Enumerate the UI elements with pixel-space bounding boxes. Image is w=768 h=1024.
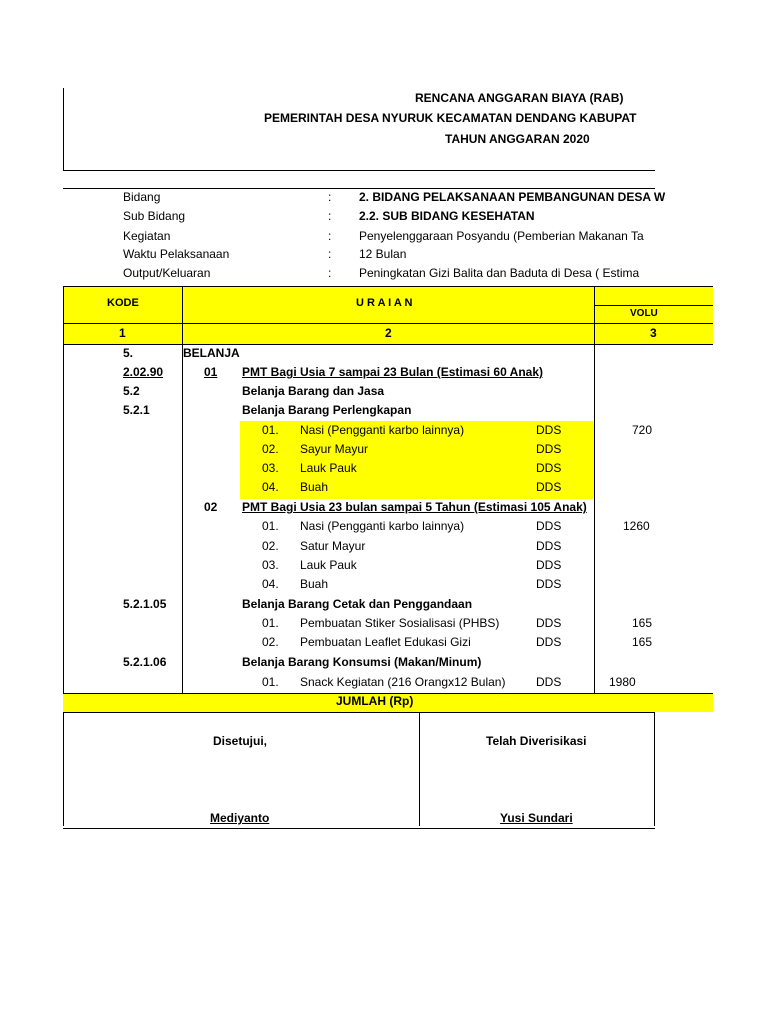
row-no: 04. xyxy=(262,577,279,591)
row-kode: 2.02.90 xyxy=(123,365,164,379)
column-header-uraian: U R A I A N xyxy=(356,297,413,309)
row-text: Belanja Barang Perlengkapan xyxy=(242,403,412,417)
row-text: Lauk Pauk xyxy=(300,461,357,475)
info-sep: : xyxy=(328,266,332,280)
row-source: DDS xyxy=(536,675,562,689)
row-volume: 1980 xyxy=(609,675,636,689)
info-value-sub-bidang: 2.2. SUB BIDANG KESEHATAN xyxy=(359,209,535,223)
signature-right-name: Yusi Sundari xyxy=(500,811,573,825)
row-volume: 165 xyxy=(632,616,653,630)
row-source: DDS xyxy=(536,423,562,437)
signature-left-name: Mediyanto xyxy=(210,811,270,825)
row-kode: 5.2.1.05 xyxy=(123,597,167,611)
row-source: DDS xyxy=(536,442,562,456)
title-rab: RENCANA ANGGARAN BIAYA (RAB) xyxy=(415,91,624,105)
info-label-waktu: Waktu Pelaksanaan xyxy=(123,247,230,261)
row-text: Pembuatan Stiker Sosialisasi (PHBS) xyxy=(300,616,500,630)
column-number-2: 2 xyxy=(385,326,392,340)
title-tahun: TAHUN ANGGARAN 2020 xyxy=(445,132,590,146)
row-kode: 5.2.1 xyxy=(123,403,150,417)
row-no: 02. xyxy=(262,539,279,553)
row-no: 01. xyxy=(262,675,279,689)
row-no: 03. xyxy=(262,461,279,475)
row-no: 04. xyxy=(262,480,279,494)
info-label-output: Output/Keluaran xyxy=(123,266,211,280)
column-number-3: 3 xyxy=(650,326,657,340)
signature-right-title: Telah Diverisikasi xyxy=(486,734,587,748)
total-label: JUMLAH (Rp) xyxy=(336,694,414,708)
row-source: DDS xyxy=(536,539,562,553)
row-text: PMT Bagi Usia 7 sampai 23 Bulan (Estimasi 60 Anak) xyxy=(242,365,543,379)
column-header-kode: KODE xyxy=(107,297,139,309)
info-value-bidang: 2. BIDANG PELAKSANAAN PEMBANGUNAN DESA W xyxy=(359,190,666,204)
row-kode: 5.2.1.06 xyxy=(123,655,167,669)
info-label-kegiatan: Kegiatan xyxy=(123,229,171,243)
row-text: Lauk Pauk xyxy=(300,558,357,572)
row-text: Snack Kegiatan (216 Orangx12 Bulan) xyxy=(300,675,506,689)
row-source: DDS xyxy=(536,635,562,649)
row-text: Belanja Barang Konsumsi (Makan/Minum) xyxy=(242,655,482,669)
row-text: Buah xyxy=(300,577,329,591)
row-text: Buah xyxy=(300,480,329,494)
info-sep: : xyxy=(328,209,332,223)
row-no: 01. xyxy=(262,616,279,630)
row-source: DDS xyxy=(536,577,562,591)
row-text: PMT Bagi Usia 23 bulan sampai 5 Tahun (Estimasi 105 Anak) xyxy=(242,500,587,514)
row-source: DDS xyxy=(536,519,562,533)
info-value-output: Peningkatan Gizi Balita dan Baduta di Desa ( Estima xyxy=(359,266,640,280)
row-no: 03. xyxy=(262,558,279,572)
row-volume: 165 xyxy=(632,635,653,649)
row-no: 01. xyxy=(262,423,279,437)
column-number-1: 1 xyxy=(119,326,126,340)
row-text: Satur Mayur xyxy=(300,539,366,553)
row-num: 02 xyxy=(204,500,218,514)
row-source: DDS xyxy=(536,558,562,572)
row-source: DDS xyxy=(536,616,562,630)
info-sep: : xyxy=(328,229,332,243)
row-num: 01 xyxy=(204,365,218,379)
info-sep: : xyxy=(328,247,332,261)
row-text: Pembuatan Leaflet Edukasi Gizi xyxy=(300,635,471,649)
row-source: DDS xyxy=(536,480,562,494)
column-header-volume: VOLU xyxy=(630,308,658,319)
row-source: DDS xyxy=(536,461,562,475)
row-text: Nasi (Pengganti karbo lainnya) xyxy=(300,519,465,533)
row-text: Sayur Mayur xyxy=(300,442,369,456)
info-label-bidang: Bidang xyxy=(123,190,161,204)
row-kode: 5. xyxy=(123,346,134,360)
info-sep: : xyxy=(328,190,332,204)
row-text: Belanja Barang dan Jasa xyxy=(242,384,385,398)
row-volume: 720 xyxy=(632,423,653,437)
signature-left-title: Disetujui, xyxy=(213,734,268,748)
info-label-sub-bidang: Sub Bidang xyxy=(123,209,186,223)
row-no: 02. xyxy=(262,635,279,649)
row-text: Belanja Barang Cetak dan Penggandaan xyxy=(242,597,473,611)
row-kode: 5.2 xyxy=(123,384,140,398)
row-volume: 1260 xyxy=(623,519,650,533)
row-no: 02. xyxy=(262,442,279,456)
title-pemerintah: PEMERINTAH DESA NYURUK KECAMATAN DENDANG KABUPAT xyxy=(264,111,637,125)
info-value-kegiatan: Penyelenggaraan Posyandu (Pemberian Makanan Ta xyxy=(359,229,644,243)
row-text: BELANJA xyxy=(183,346,240,360)
info-value-waktu: 12 Bulan xyxy=(359,247,407,261)
row-no: 01. xyxy=(262,519,279,533)
row-text: Nasi (Pengganti karbo lainnya) xyxy=(300,423,465,437)
